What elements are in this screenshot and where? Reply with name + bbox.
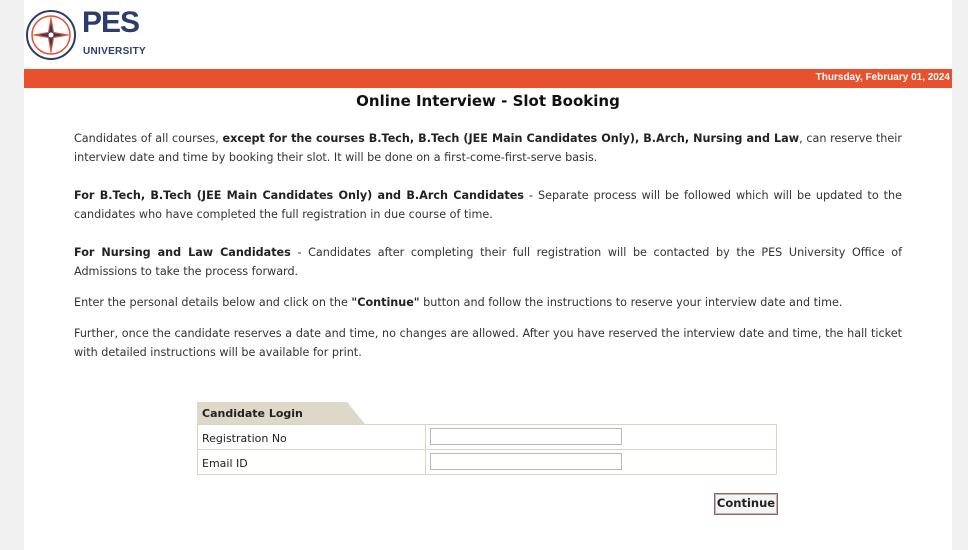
p1-text-2: , can reserve their interview date and time by booking their slot. It will be done on a first-come-first-serve basis. bbox=[74, 132, 902, 164]
login-row-registration bbox=[198, 425, 776, 450]
instructions-enter-details bbox=[74, 293, 902, 312]
candidate-login-tab bbox=[197, 402, 362, 424]
p4-text-1: Enter the personal details below and click on the bbox=[74, 296, 352, 309]
instructions-btech-barch bbox=[74, 186, 902, 224]
p1-text-1: Candidates of all courses, bbox=[74, 132, 223, 145]
instructions-all-courses bbox=[74, 129, 902, 167]
date-bar bbox=[24, 69, 952, 88]
instructions-nursing-law bbox=[74, 243, 902, 281]
p2-bold-1: For B.Tech, B.Tech (JEE Main Candidates Only) and B.Arch Candidates bbox=[74, 189, 524, 202]
p2-text-1: - Separate process will be followed which will be updated to the candidates who have completed the full registration in due course of time. bbox=[74, 189, 902, 221]
registration-no-label: Registration No bbox=[198, 425, 426, 449]
current-date: Thursday, February 01, 2024 bbox=[815, 72, 950, 83]
candidate-login-form bbox=[197, 402, 777, 475]
compass-star-icon bbox=[26, 2, 76, 68]
p5-text-1: Further, once the candidate reserves a date and time, no changes are allowed. After you have reserved the interview date and time, the hall ticket with detailed instructions will be available for print. bbox=[74, 327, 902, 359]
p1-bold-1: except for the courses B.Tech, B.Tech (JEE Main Candidates Only), B.Arch, Nursing and Law bbox=[222, 132, 800, 145]
login-row-email bbox=[198, 450, 776, 475]
candidate-login-heading: Candidate Login bbox=[202, 407, 303, 420]
continue-button[interactable]: Continue bbox=[714, 493, 778, 515]
brand-name: PES bbox=[82, 6, 140, 39]
pes-university-logo[interactable] bbox=[24, 0, 224, 70]
registration-no-input[interactable] bbox=[430, 428, 622, 445]
login-table bbox=[197, 424, 777, 475]
p3-text-1: - Candidates after completing their full registration will be contacted by the PES University Office of Admissions to take the process forward. bbox=[74, 246, 903, 278]
brand-subtitle: UNIVERSITY bbox=[83, 46, 147, 57]
p3-bold-1: For Nursing and Law Candidates bbox=[74, 246, 291, 259]
email-id-label: Email ID bbox=[198, 450, 426, 474]
page-title: Online Interview - Slot Booking bbox=[356, 92, 620, 110]
instructions-no-changes bbox=[74, 324, 902, 362]
email-id-cell bbox=[426, 450, 776, 474]
email-id-input[interactable] bbox=[430, 453, 622, 470]
p4-bold-1: "Continue" bbox=[351, 296, 420, 309]
registration-no-cell bbox=[426, 425, 776, 449]
page-container bbox=[24, 0, 952, 550]
p4-text-2: button and follow the instructions to reserve your interview date and time. bbox=[419, 296, 843, 309]
